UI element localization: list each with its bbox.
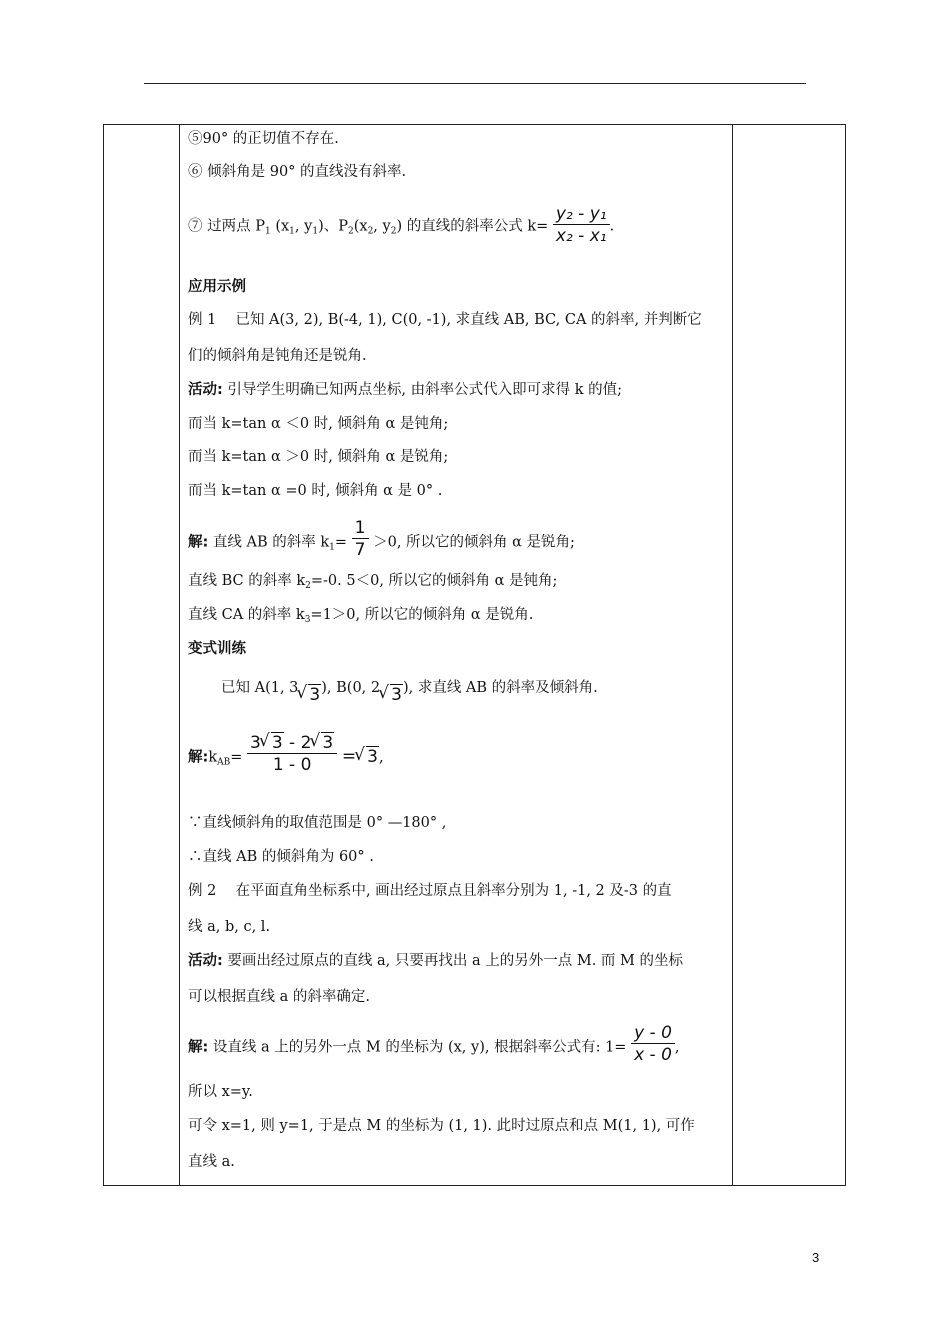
case-zero: 而当 k=tan α =0 时, 倾斜角 α 是 0° . <box>188 483 443 499</box>
example-2-line-2: 线 a, b, c, l. <box>188 919 271 935</box>
case-negative: 而当 k=tan α ＜0 时, 倾斜角 α 是钝角; <box>188 416 449 432</box>
point-6: ⑥ 倾斜角是 90° 的直线没有斜率. <box>188 164 407 180</box>
activity-2: 活动: 要画出经过原点的直线 a, 只要再找出 a 上的另外一点 M. 而 M 的坐标 <box>188 953 683 969</box>
solution-1-ca: 直线 CA 的斜率 $k_3=1>0$, 所以它的倾斜角 α 是锐角. <box>188 607 534 625</box>
heading-variant-training: 变式训练 <box>188 641 246 657</box>
variant-problem: 已知 A(1, 3√ 3), B(0, 2√ 3), 求直线 AB 的斜率及倾斜角. <box>221 676 598 699</box>
example-1-line-1: 例 1 已知 A(3, 2), B(-4, 1), C(0, -1), 求直线 AB, BC, CA 的斜率, 并判断它 <box>188 312 702 328</box>
heading-application-examples: 应用示例 <box>188 279 246 295</box>
construction-line-2: 直线 a. <box>188 1154 235 1170</box>
solution-1: 解: 直线 AB 的斜率 $k_1=$ $\frac{1}{7}$ ＞0, 所以它的倾斜角 α 是锐角; <box>188 518 575 560</box>
kab-fraction: $\frac{3√ 3 - 2√ 3}{1 - 0}$ <box>247 733 337 776</box>
example-1-line-2: 们的倾斜角是钝角还是锐角. <box>188 348 367 364</box>
case-positive: 而当 k=tan α ＞0 时, 倾斜角 α 是锐角; <box>188 449 449 465</box>
point-7-slope-formula: ⑦ 过两点 $P_1$ ($x_1$, $y_1$)、$P_2(x_2$, $y_2$) 的直线的斜率公式 k= $\frac{\text{y₂ - y₁}}{\text{x₂ - x₁}}$ . <box>188 204 615 246</box>
solution-1-bc: 直线 BC 的斜率 $k_2=-0$. 5＜0, 所以它的倾斜角 α 是钝角; <box>188 573 558 591</box>
point-5: ⑤90° 的正切值不存在. <box>188 131 339 147</box>
slope-formula-fraction: $\frac{\text{y₂ - y₁}}{\text{x₂ - x₁}}$ <box>553 204 610 247</box>
construction-line-1: 可令 x=1, 则 y=1, 于是点 M 的坐标为 (1, 1). 此时过原点和点 M(1, 1), 可作 <box>188 1118 695 1134</box>
solution-3: 解: 设直线 a 上的另外一点 M 的坐标为 (x, y), 根据斜率公式有: 1= $\frac{y - 0}{x - 0}$ , <box>188 1023 680 1065</box>
result-x-equals-y: 所以 x=y. <box>188 1084 253 1100</box>
header-rule <box>144 83 806 84</box>
activity-1: 活动: 引导学生明确已知两点坐标, 由斜率公式代入即可求得 k 的值; <box>188 382 623 398</box>
k1-fraction: $\frac{1}{7}$ <box>352 518 369 561</box>
range-statement: ∵直线倾斜角的取值范围是 0° —180° , <box>188 815 447 831</box>
page-number: 3 <box>812 1250 820 1265</box>
solution-2: 解$:k_{AB}=$ $\frac{3√ 3 - 2√ 3}{1 - 0}$ =√ 3, <box>188 739 384 776</box>
slope-origin-fraction: $\frac{y - 0}{x - 0}$ <box>631 1023 675 1066</box>
column-divider-right <box>732 125 733 1185</box>
activity-2-line-2: 可以根据直线 a 的斜率确定. <box>188 989 370 1005</box>
conclusion-60-degrees: ∴直线 AB 的倾斜角为 60° . <box>188 849 374 865</box>
example-2-line-1: 例 2 在平面直角坐标系中, 画出经过原点且斜率分别为 1, -1, 2 及-3 的直 <box>188 883 672 899</box>
column-divider-left <box>179 125 180 1185</box>
